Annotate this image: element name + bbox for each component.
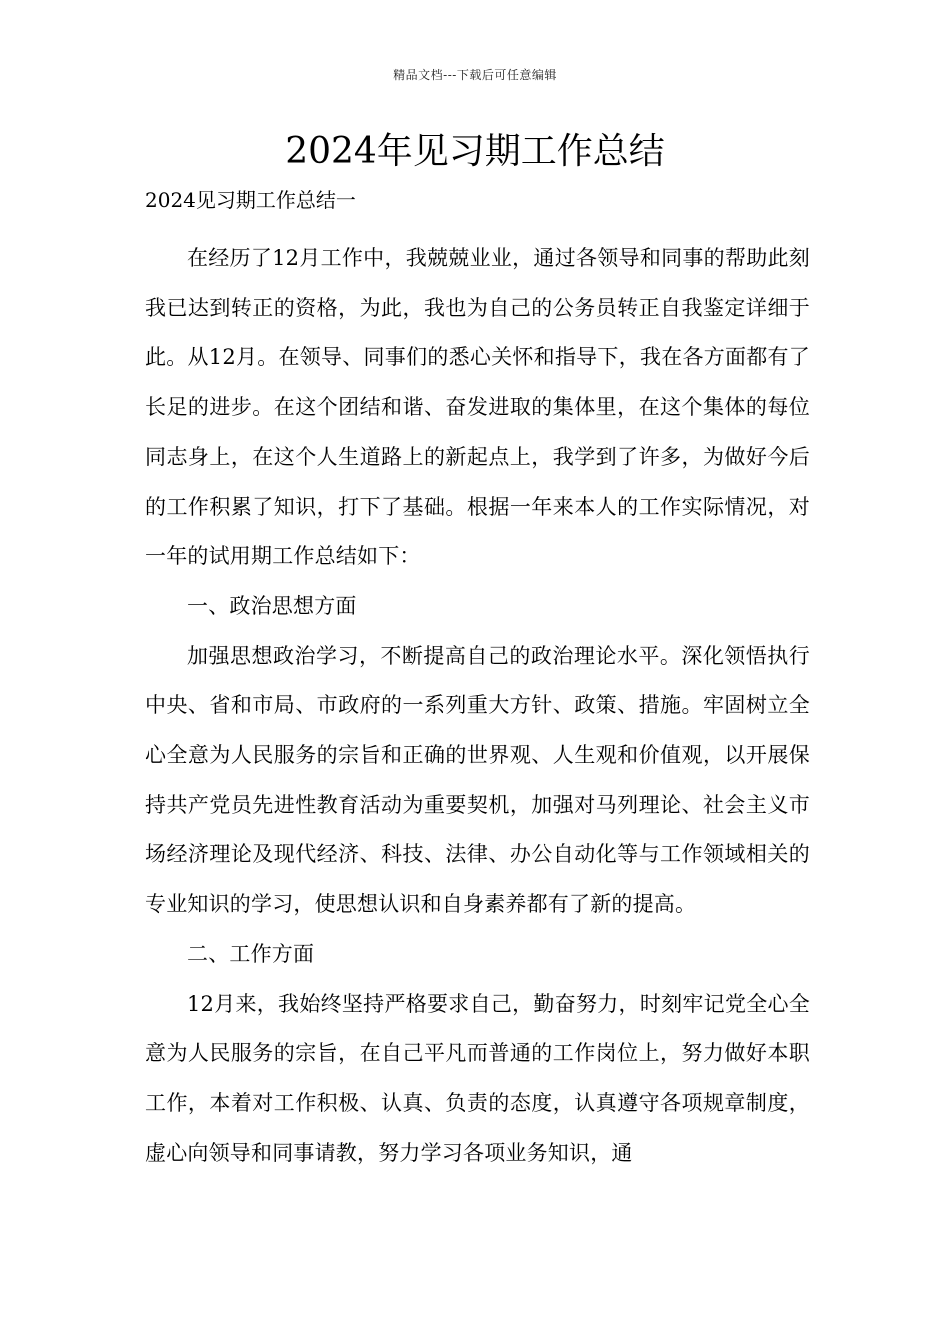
document-subtitle: 2024见习期工作总结一 <box>145 188 356 212</box>
section-heading-political: 一、政治思想方面 <box>187 593 357 618</box>
section-heading-work: 二、工作方面 <box>187 941 315 966</box>
spacer <box>145 220 810 234</box>
document-title: 2024年见习期工作总结 <box>285 131 665 172</box>
paragraph-intro: 在经历了12月工作中，我兢兢业业，通过各领导和同事的帮助此刻我已达到转正的资格，为此，我也为自己的公务员转正自我鉴定详细于此。从12月。在领导、同事们的悉心关怀和指导下，我在各方面都有了长足的进步。在这个团结和谐、奋发进取的集体里，在这个集体的每位同志身上，在这个人生道路上的新起点上，我学到了许多，为做好今后的工作积累了知识，打下了基础。根据一年来本人的工作实际情况，对一年的试用期工作总结如下： <box>145 246 810 569</box>
header-note: 精品文档---下载后可任意编辑 <box>393 68 557 82</box>
document-body <box>145 180 810 1178</box>
paragraph-work: 12月来，我始终坚持严格要求自己，勤奋努力，时刻牢记党全心全意为人民服务的宗旨，在自己平凡而普通的工作岗位上，努力做好本职工作，本着对工作积极、认真、负责的态度，认真遵守各项规章制度，虚心向领导和同事请教，努力学习各项业务知识，通 <box>145 991 810 1165</box>
paragraph-political: 加强思想政治学习，不断提高自己的政治理论水平。深化领悟执行中央、省和市局、市政府的一系列重大方针、政策、措施。牢固树立全心全意为人民服务的宗旨和正确的世界观、人生观和价值观，以开展保持共产党员先进性教育活动为重要契机，加强对马列理论、社会主义市场经济理论及现代经济、科技、法律、办公自动化等与工作领域相关的专业知识的学习，使思想认识和自身素养都有了新的提高。 <box>145 643 810 917</box>
